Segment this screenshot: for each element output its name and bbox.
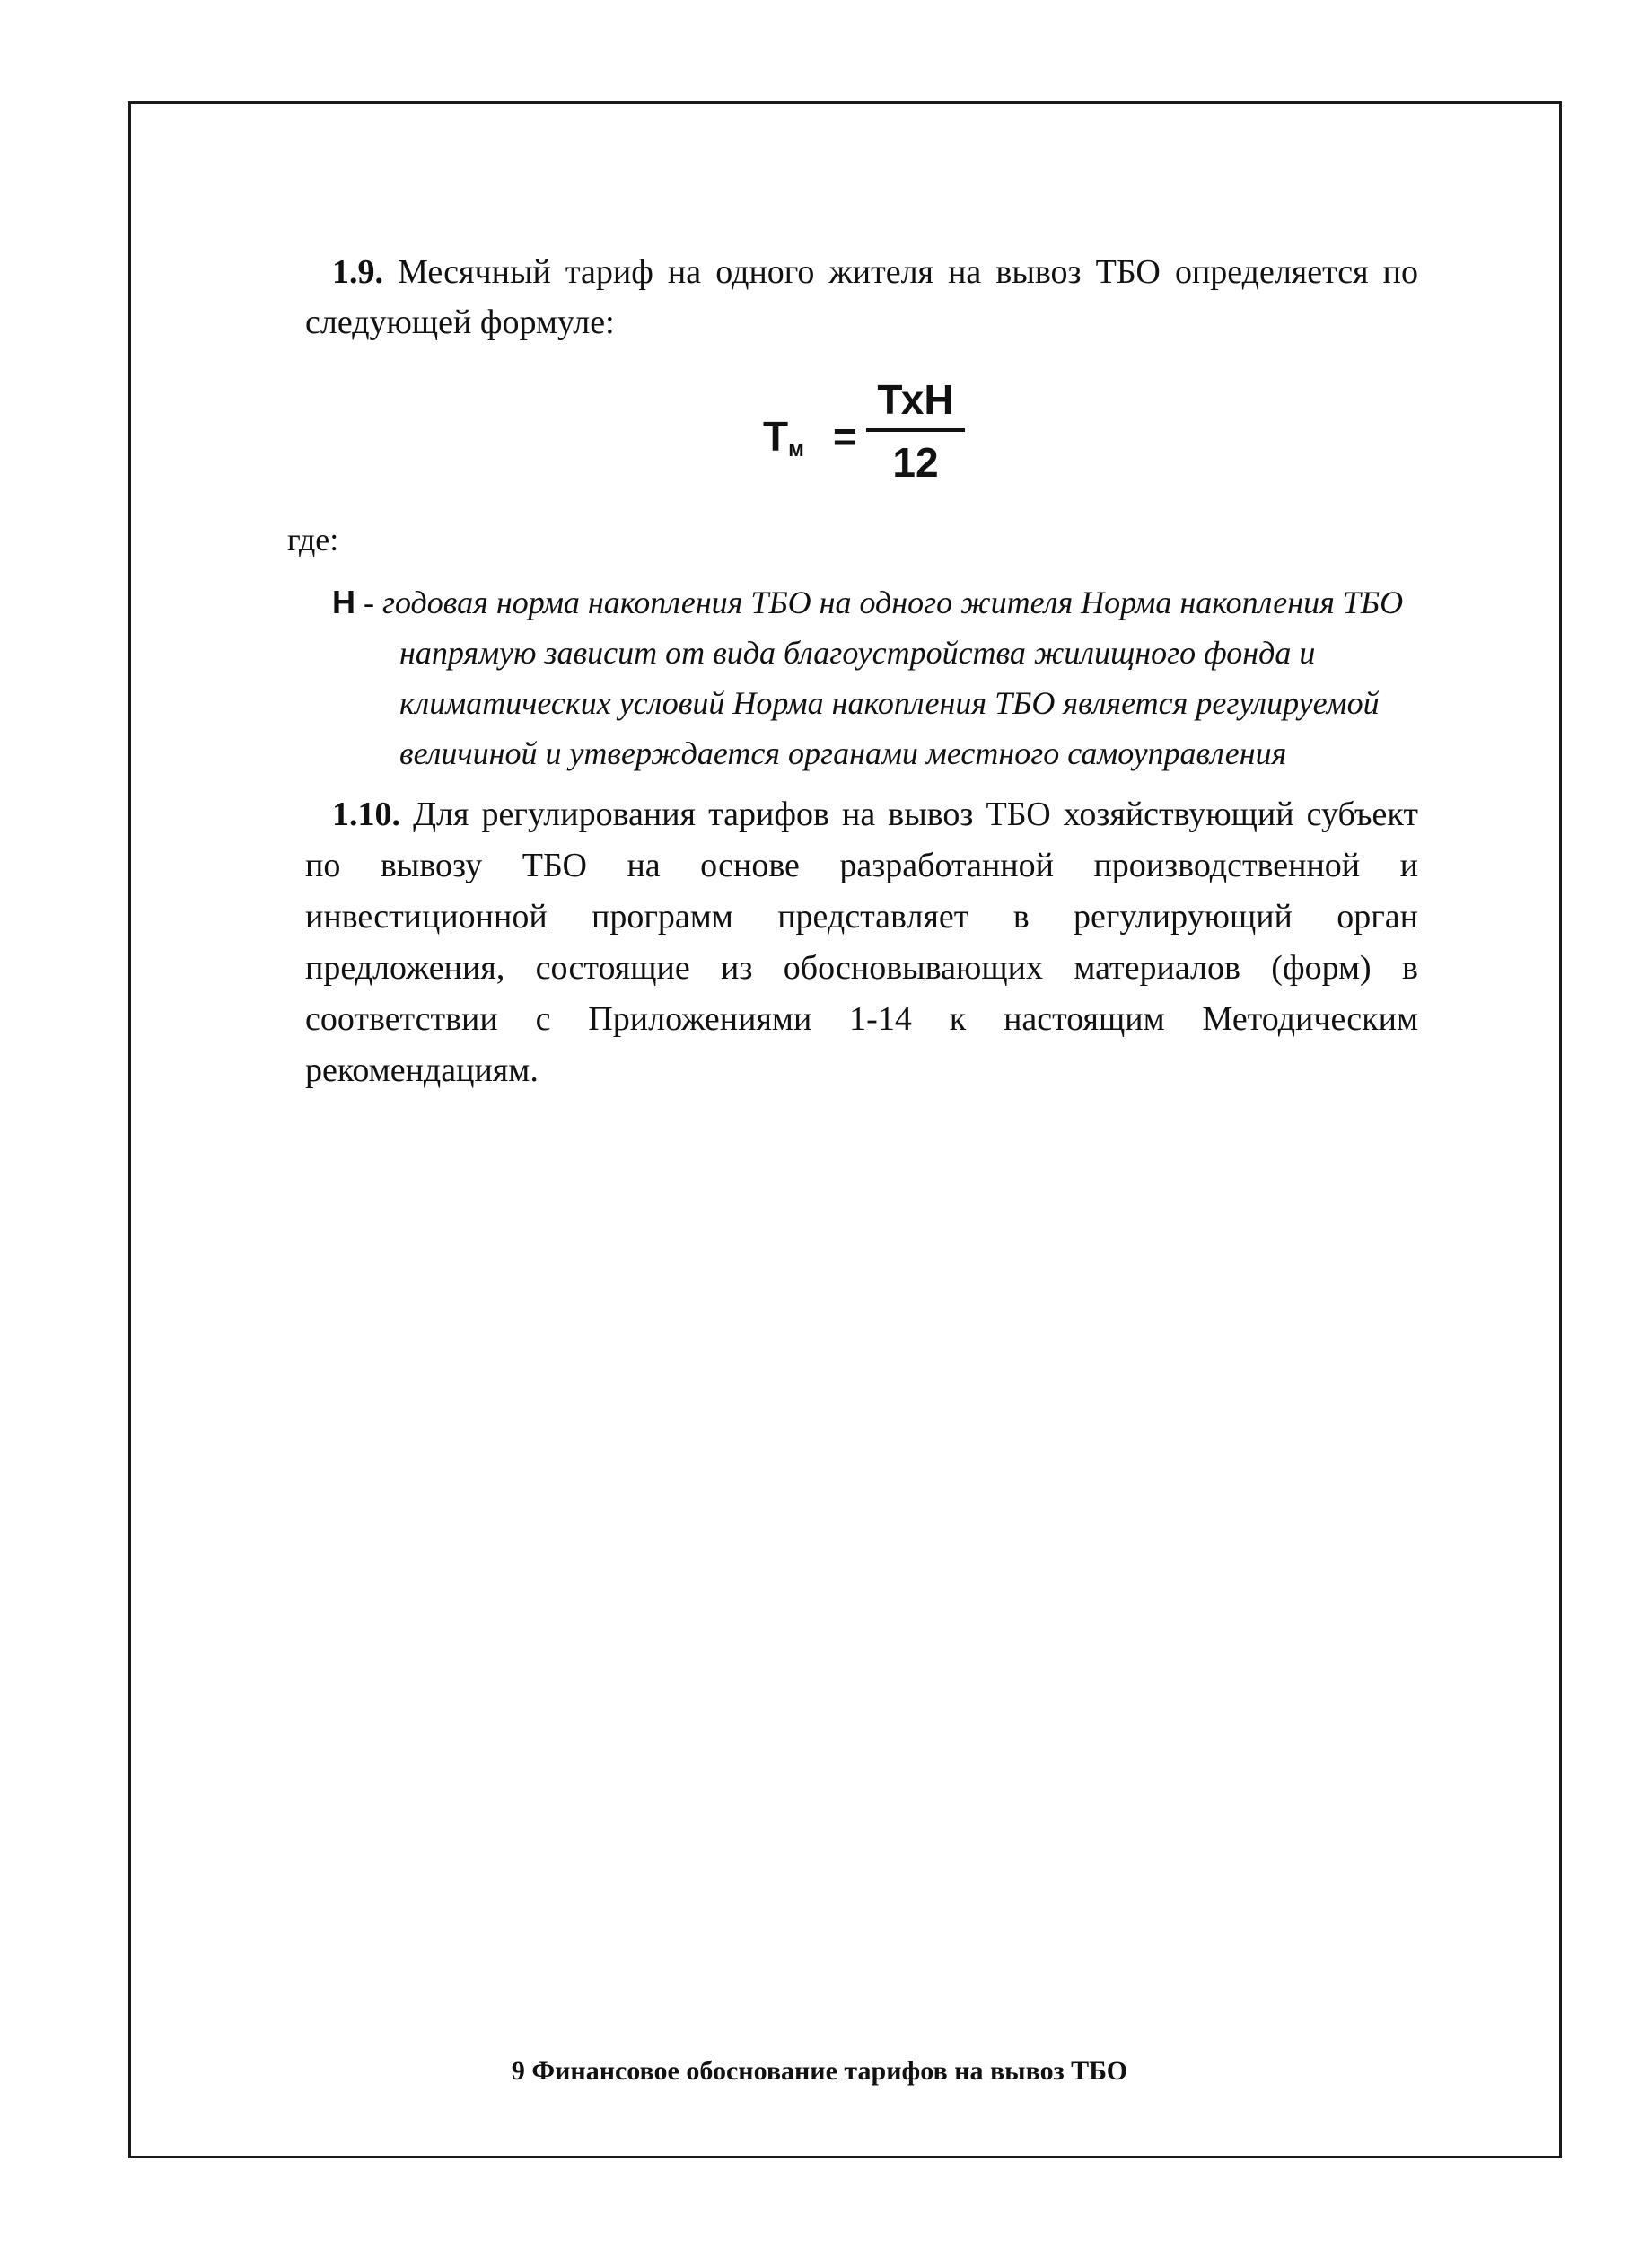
- paragraph-1-9: [305, 247, 1418, 347]
- formula-equals: =: [833, 413, 857, 460]
- document-body: [287, 247, 1418, 1096]
- paragraph-text: Месячный тариф на одного жителя на вывоз ТБО определяется по следующей формуле:: [305, 253, 1418, 341]
- definition-h: [332, 577, 1418, 778]
- fraction-bar: [866, 428, 965, 432]
- paragraph-1-10: [305, 789, 1418, 1096]
- formula-lhs-subscript: м: [788, 437, 804, 462]
- formula-lhs-symbol: Т: [763, 413, 789, 460]
- formula-numerator: ТхН: [877, 376, 954, 423]
- where-label: где:: [287, 522, 339, 558]
- definition-symbol: Н: [332, 584, 355, 620]
- paragraph-text: Для регулирования тарифов на вывоз ТБО хозяйствующий субъект по вывозу ТБО на основе разработанной производственной и инвестиционной программ представляет в регулирующий орган предложения, состоящие из обосновывающих материалов (форм) в соответствии с Приложениями 1-14 к настоящим Методическим рекомендациям.: [305, 796, 1418, 1089]
- formula-lhs: [763, 412, 804, 462]
- formula-denominator: 12: [892, 439, 939, 486]
- tariff-formula: [305, 365, 1418, 491]
- formula-fraction: [866, 374, 965, 488]
- page-footer: 9 Финансовое обоснование тарифов на вывоз ТБО: [511, 2056, 1128, 2086]
- definition-text: - годовая норма накопления ТБО на одного жителя Норма накопления ТБО напрямую зависит от вида благоустройства жилищного фонда и климатических условий Норма накопления ТБО является регулируемой величиной и утверждается органами местного самоуправления: [355, 585, 1404, 771]
- section-number: 1.9.: [332, 253, 383, 291]
- section-number: 1.10.: [332, 796, 400, 833]
